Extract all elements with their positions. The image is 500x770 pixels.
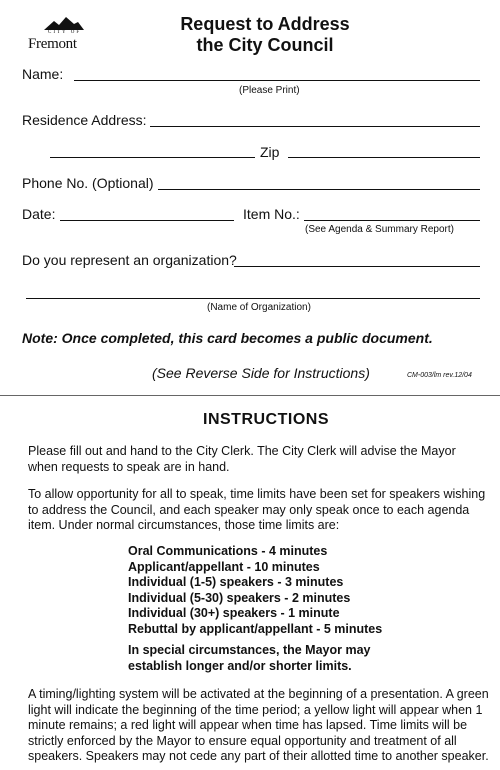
form-title bbox=[150, 14, 380, 56]
name-field[interactable] bbox=[74, 80, 480, 81]
logo-name: Fremont bbox=[28, 36, 77, 52]
reverse-side-text: (See Reverse Side for Instructions) bbox=[152, 365, 370, 381]
mountain-icon bbox=[44, 16, 84, 30]
time-limit-item: Oral Communications - 4 minutes bbox=[128, 544, 328, 558]
time-limit-item: Individual (1-5) speakers - 3 minutes bbox=[128, 575, 344, 589]
instructions-paragraph-3: A timing/lighting system will be activated at the beginning of a presentation. A green light will indicate the beginning of the time period; a yellow light will appear when 1 minute remains; a red light will appear when time has lapsed. Time limits will be strictly enforced by the Mayor to ensure equal opportunity and treatment of all speakers. Speakers may not cede any part of their allotted time to another speaker. bbox=[28, 687, 489, 763]
instructions-paragraph-1: Please fill out and hand to the City Clerk. The City Clerk will advise the Mayor when requests to speak are in hand. bbox=[28, 444, 456, 474]
instructions-paragraph-2: To allow opportunity for all to speak, time limits have been set for speakers wishing to address the Council, and each speaker may only speak once to each agenda item. Under normal circumstances, those time limits are: bbox=[28, 487, 486, 532]
title-line-1: Request to Address bbox=[180, 14, 350, 34]
address-line-2-field[interactable] bbox=[50, 157, 255, 158]
public-document-note: Note: Once completed, this card becomes a public document. bbox=[22, 330, 433, 346]
name-hint: (Please Print) bbox=[239, 85, 300, 96]
item-field[interactable] bbox=[304, 220, 480, 221]
time-limit-item: Rebuttal by applicant/appellant - 5 minutes bbox=[128, 621, 383, 636]
title-line-2: the City Council bbox=[196, 35, 334, 55]
item-label: Item No.: bbox=[243, 206, 300, 222]
organization-question: Do you represent an organization? bbox=[22, 252, 237, 268]
phone-label: Phone No. (Optional) bbox=[22, 175, 154, 191]
form-code: CM-003/lm rev.12/04 bbox=[407, 372, 472, 379]
phone-field[interactable] bbox=[158, 189, 480, 190]
city-logo bbox=[28, 16, 100, 56]
item-hint: (See Agenda & Summary Report) bbox=[305, 224, 454, 235]
zip-field[interactable] bbox=[288, 157, 480, 158]
card-divider bbox=[0, 395, 500, 396]
date-field[interactable] bbox=[60, 220, 234, 221]
logo-small-text: CITY OF bbox=[48, 30, 82, 35]
time-limit-item: Applicant/appellant - 10 minutes bbox=[128, 559, 320, 574]
special-circumstances-text: In special circumstances, the Mayor may establish longer and/or shorter limits. bbox=[128, 643, 371, 673]
time-limit-item: Individual (5-30) speakers - 2 minutes bbox=[128, 590, 351, 605]
organization-answer-field[interactable] bbox=[234, 266, 480, 267]
zip-label: Zip bbox=[260, 144, 280, 160]
date-label: Date: bbox=[22, 206, 56, 222]
address-label: Residence Address: bbox=[22, 112, 147, 128]
instructions-heading: INSTRUCTIONS bbox=[203, 411, 329, 428]
address-field[interactable] bbox=[150, 126, 480, 127]
organization-name-field[interactable] bbox=[26, 298, 480, 299]
name-label: Name: bbox=[22, 66, 64, 82]
time-limit-item: Individual (30+) speakers - 1 minute bbox=[128, 606, 340, 620]
time-limits-list bbox=[128, 544, 428, 637]
organization-hint: (Name of Organization) bbox=[207, 302, 311, 313]
